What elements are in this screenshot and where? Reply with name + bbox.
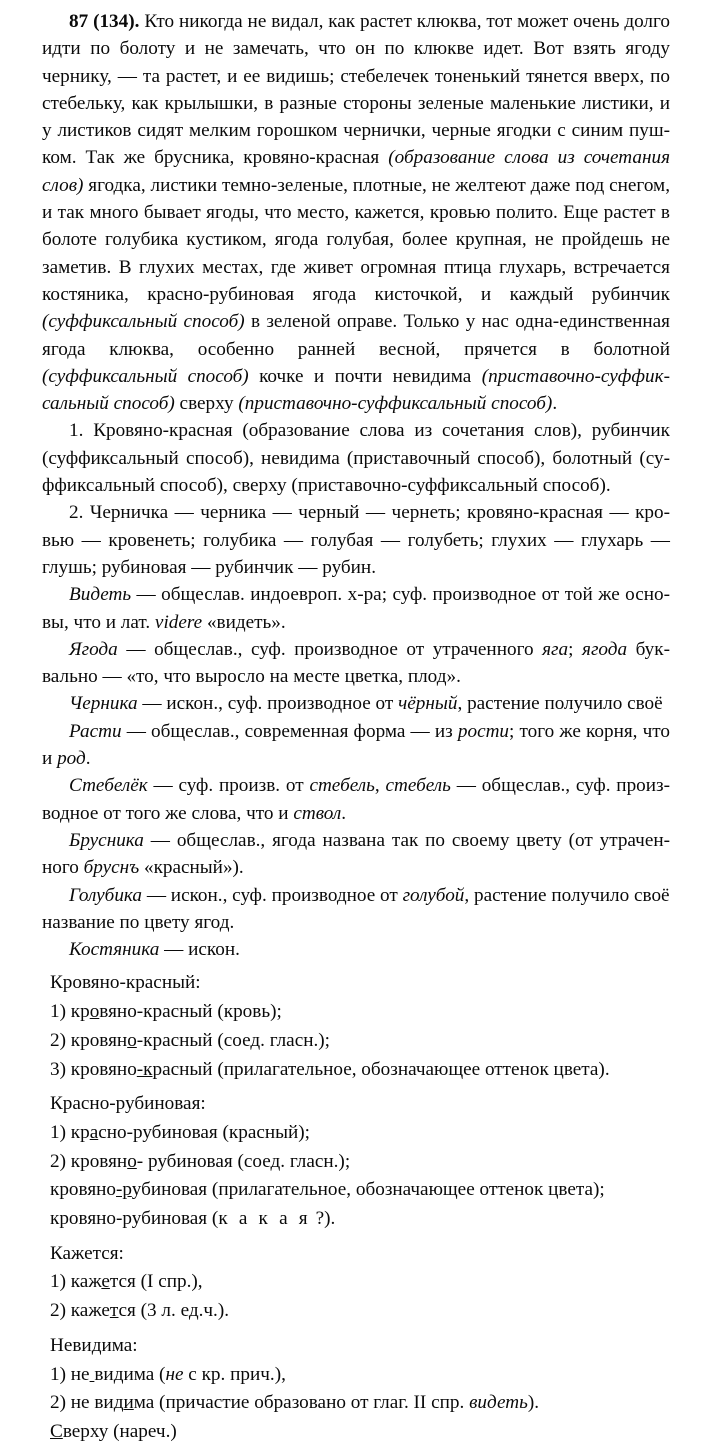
- etymology-entry-kostyanika: Костяника — искон.: [69, 939, 240, 961]
- underlined-morpheme: е: [101, 1271, 110, 1293]
- root-word: яга: [542, 638, 569, 660]
- exercise-87: [42, 8, 670, 1447]
- underlined-morpheme: о: [127, 1029, 137, 1051]
- analysis-item: 1) красно-рубиновая (красный);: [50, 1121, 311, 1143]
- etymology-entry-rasti: Расти — общеслав., современная форма — из рости; того же корня, что и род.: [42, 720, 670, 770]
- underlined-morpheme: С: [50, 1420, 63, 1442]
- underlined-morpheme: а: [89, 1121, 99, 1143]
- underlined-space: [90, 1364, 95, 1385]
- etymology-headword: Голубика: [69, 884, 143, 906]
- analysis-item: 1) кажется (I спр.),: [50, 1271, 203, 1293]
- root-word: стебель: [385, 775, 451, 797]
- etymology-entry-brusnika: Брусника — общеслав., ягода названа так по своему цвету (от утраченного бруснъ «красный»).: [42, 829, 670, 879]
- etymology-entry-stebelek: Стебелёк — суф. произв. от стебель, стебель — общеслав., суф. производное от того же слова, что и ствол.: [42, 775, 670, 824]
- underlined-morpheme: -р: [116, 1179, 132, 1201]
- answer-paragraph-2: 2. Черничка — черника — черный — чернеть; кровяно-красная — кровью — кровенеть; голубика — голубая — голубеть; глухих — глухарь — глушь; рубиновая — рубинчик — рубин.: [42, 502, 670, 578]
- etymology-headword: Брусника: [69, 829, 144, 851]
- analysis-item: кровяно-рубиновая (к а к а я ?).: [50, 1208, 336, 1230]
- morph-term-italic: (образование слова из сочетания слов): [42, 147, 670, 196]
- etymology-headword: Видеть: [69, 584, 132, 606]
- morph-term-italic: (суффиксальный способ): [42, 365, 249, 387]
- root-word: рости: [457, 720, 510, 742]
- root-word: ягода: [582, 638, 628, 660]
- etymology-entry-golubika: Голубика — искон., суф. производное от голубой, растение получило своё название по цвету ягод.: [42, 884, 670, 933]
- analysis-section: [42, 963, 670, 1446]
- latin-word: videre: [154, 611, 203, 633]
- answer-paragraph-1: 1. Кровяно-красная (образование слова из сочетания слов), рубинчик (суффиксальный способ), невидима (приставочный способ), болотный (суффиксальный способ), сверху (приставочно-суффиксальный способ).: [42, 420, 670, 497]
- morph-term-italic: (приставочно-суффиксальный способ): [42, 365, 670, 415]
- etymology-entry-chernika: Черника — искон., суф. производное от чёрный, растение получило своё: [69, 693, 663, 715]
- etymology-entry-yagoda: Ягода — общеслав., суф. производное от утраченного яга; ягода буквально — «то, что выросло на месте цветка, плод».: [42, 638, 670, 688]
- root-word: чёрный: [398, 693, 458, 715]
- analysis-item: 1) кровяно-красный (кровь);: [50, 1001, 282, 1023]
- verb-italic: видеть: [469, 1392, 528, 1414]
- analysis-heading-nevidima: Невидима:: [50, 1334, 138, 1356]
- underlined-morpheme: о: [89, 1001, 100, 1023]
- analysis-item: 2) кажется (3 л. ед.ч.).: [50, 1300, 230, 1322]
- etymology-list: [42, 581, 670, 963]
- morph-term-italic: (приставочно-суффиксальный способ): [238, 393, 553, 415]
- underlined-morpheme: т: [109, 1300, 119, 1322]
- etymology-entry-videt: Видеть — общеслав. индоевроп. х-ра; суф. производное от той же основы, что и лат. videre «видеть».: [42, 584, 670, 633]
- root-word: голубой: [402, 884, 465, 906]
- root-word: род: [57, 748, 86, 770]
- analysis-item: кровяно-рубиновая (прилагательное, обозначающее оттенок цвета);: [50, 1179, 605, 1201]
- etymology-headword: Черника: [69, 693, 138, 715]
- root-word: бруснъ: [83, 857, 140, 879]
- underlined-morpheme: -к: [136, 1058, 153, 1080]
- underlined-morpheme: о: [127, 1150, 137, 1172]
- analysis-item: 2) кровяно- рубиновая (соед. гласн.);: [50, 1150, 351, 1172]
- analysis-heading-krasno-rubinovaya: Красно-рубиновая:: [50, 1093, 206, 1115]
- underlined-morpheme: и: [123, 1392, 134, 1414]
- analysis-item: 3) кровяно-красный (прилагательное, обозначающее оттенок цвета).: [50, 1058, 610, 1080]
- morph-term-italic: (суффиксальный способ): [42, 311, 245, 333]
- etymology-headword: Ягода: [69, 638, 118, 660]
- root-word: ствол: [293, 802, 342, 824]
- analysis-item: 2) кровяно-красный (соед. гласн.);: [50, 1029, 331, 1051]
- root-word: стебель: [309, 775, 375, 797]
- exercise-source-paragraph: 87 (134). Кто никогда не видал, как растет клюква, тот может очень долго идти по болоту и не замечать, что он по клюкве идет. Вот взять ягоду чернику, — та растет, и ее видишь; стебелечек тоненький тянется вверх, по стебельку, как крылышки, в разные стороны зеленые маленькие листики, и у листиков сидят мелким горошком чернички, черные ягодки с синим пушком. Так же брусника, кровяно-красная (образование слова из сочетания слов) ягодка, листики темно-зеленые, плотные, не желтеют даже под снегом, и так много бывает ягоды, что место, кажется, кровью полито. Еще растет в болоте голубика кустиком, ягода голубая, более крупная, не пройдешь не заметив. В глухих местах, где живет огромная птица глухарь, встречается костяника, красно-рубиновая ягода кисточкой, и каждый рубинчик (суффиксальный способ) в зеленой оправе. Только у нас одна-единственная ягода клюква, особенно ранней весной, прячется в болотной (суффиксальный способ) кочке и почти невидима (приставочно-суффиксальный способ) сверху (приставочно-суффиксальный способ).: [42, 11, 670, 415]
- spaced-question: к а к а я: [218, 1208, 311, 1230]
- etymology-headword: Костяника: [69, 939, 160, 961]
- analysis-item: 2) не видима (причастие образовано от глаг. II спр. видеть).: [50, 1392, 539, 1414]
- etymology-headword: Стебелёк: [69, 775, 148, 797]
- analysis-item: 1) не видима (не с кр. прич.),: [50, 1363, 286, 1385]
- exercise-number: 87 (134).: [69, 11, 140, 32]
- etymology-headword: Расти: [69, 720, 122, 742]
- particle-italic: не: [165, 1363, 184, 1385]
- analysis-heading-krovyano-krasnyy: Кровяно-красный:: [50, 972, 201, 994]
- analysis-heading-kazhetsya: Кажется:: [50, 1242, 124, 1264]
- analysis-item-sverkhu: Сверху (нареч.): [50, 1420, 177, 1442]
